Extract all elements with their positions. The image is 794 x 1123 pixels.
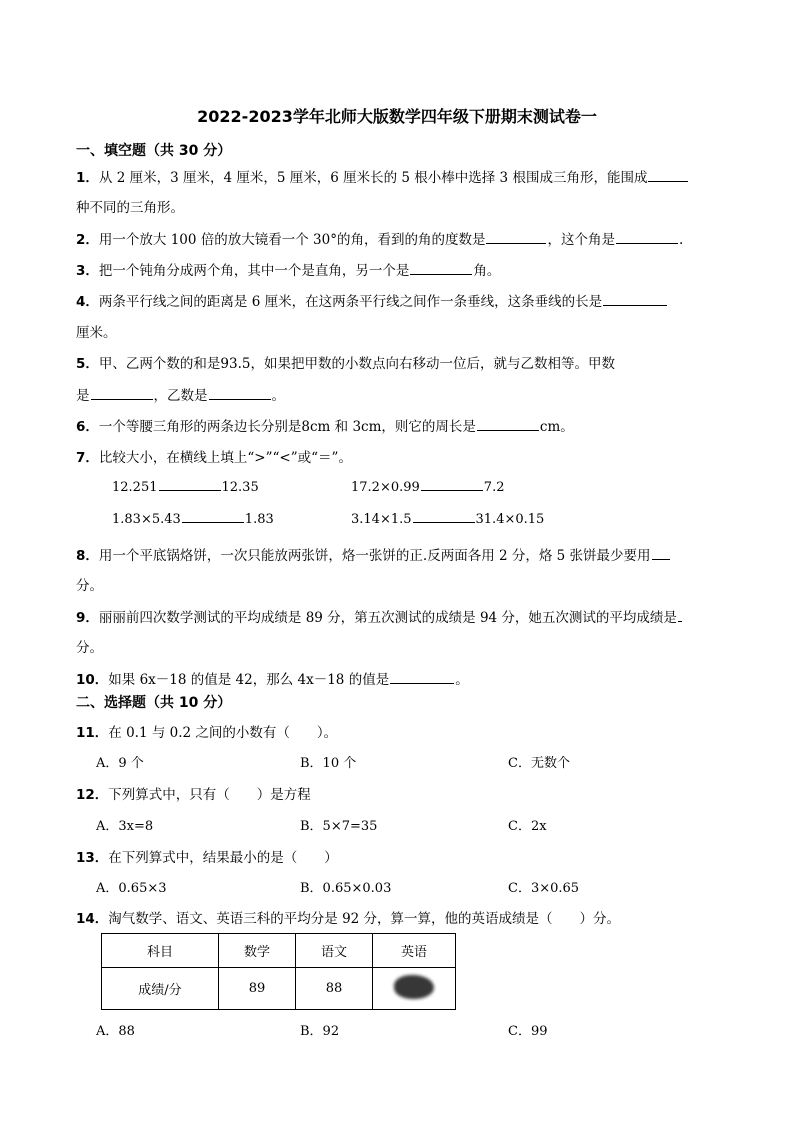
answer-blank[interactable] [648, 180, 688, 182]
option-c[interactable]: C．99 [508, 1024, 548, 1039]
option-c[interactable]: C．无数个 [508, 756, 570, 771]
table-header-english: 英语 [373, 934, 456, 968]
option-b[interactable]: B．92 [300, 1024, 340, 1039]
question-8: 8．用一个平底锅烙饼，一次只能放两张饼，烙一张饼的正.反两面各用 2 分，烙 5 张饼最少要用 [76, 544, 671, 564]
page-title: 2022-2023学年北师大版数学四年级下册期末测试卷一 [197, 107, 597, 126]
answer-blank[interactable] [182, 521, 244, 523]
answer-blank[interactable] [477, 429, 539, 431]
answer-blank[interactable] [652, 558, 670, 560]
answer-blank[interactable] [390, 682, 454, 684]
option-a[interactable]: A．3x=8 [96, 819, 154, 834]
question-2: 2．用一个放大 100 倍的放大镜看一个 30°的角，看到的角的度数是 ，这个角是 . [76, 232, 684, 248]
answer-blank[interactable] [159, 489, 221, 491]
answer-blank[interactable] [410, 273, 472, 275]
question-6: 6．一个等腰三角形的两条边长分别是8cm 和 3cm，则它的周长是 cm。 [76, 419, 574, 435]
option-c[interactable]: C．3×0.65 [508, 881, 580, 896]
question-13: 13．在下列算式中，结果最小的是（ ） [76, 850, 338, 866]
answer-blank[interactable] [421, 489, 483, 491]
table-header-chinese: 语文 [296, 934, 373, 968]
option-b[interactable]: B．10 个 [300, 756, 357, 771]
question-14: 14．淘气数学、语文、英语三科的平均分是 92 分，算一算，他的英语成绩是（ ）分。 [76, 911, 621, 927]
option-a[interactable]: A．9 个 [96, 756, 144, 771]
question-1-continuation: 种不同的三角形。 [76, 200, 184, 216]
question-5: 5．甲、乙两个数的和是93.5，如果把甲数的小数点向右移动一位后，就与乙数相等。甲数 [76, 356, 615, 372]
question-12: 12．下列算式中，只有（ ）是方程 [76, 787, 311, 803]
option-a[interactable]: A．88 [96, 1024, 135, 1039]
question-3: 3．把一个钝角分成两个角，其中一个是直角，另一个是 角。 [76, 263, 501, 279]
question-4: 4．两条平行线之间的距离是 6 厘米，在这两条平行线之间作一条垂线，这条垂线的长是 [76, 290, 668, 310]
compare-item-4: 3.14×1.5 31.4×0.15 [351, 512, 545, 527]
question-7: 7．比较大小，在横线上填上“>”“<”或“＝”。 [76, 450, 352, 466]
ink-smudge-icon [394, 975, 434, 999]
answer-blank[interactable] [616, 242, 678, 244]
table-row-label: 成绩/分 [102, 968, 219, 1010]
question-5-continuation: 是 ，乙数是 。 [76, 388, 285, 404]
question-4-continuation: 厘米。 [76, 325, 117, 341]
table-header-math: 数学 [219, 934, 296, 968]
table-header-subject: 科目 [102, 934, 219, 968]
answer-blank[interactable] [603, 304, 667, 306]
table-cell-math-score: 89 [219, 968, 296, 1010]
compare-item-2: 17.2×0.99 7.2 [351, 480, 505, 495]
answer-blank[interactable] [486, 242, 546, 244]
question-1: 1．从 2 厘米，3 厘米，4 厘米，5 厘米，6 厘米长的 5 根小棒中选择 3 根围成三角形，能围成 [76, 166, 689, 186]
compare-item-3: 1.83×5.43 1.83 [112, 512, 274, 527]
option-b[interactable]: B．0.65×0.03 [300, 881, 392, 896]
answer-blank[interactable] [678, 620, 682, 622]
question-9-continuation: 分。 [76, 640, 103, 656]
table-cell-chinese-score: 88 [296, 968, 373, 1010]
option-c[interactable]: C．2x [508, 819, 547, 834]
question-10: 10．如果 6x－18 的值是 42，那么 4x－18 的值是 。 [76, 672, 469, 688]
score-table [101, 933, 456, 1010]
option-b[interactable]: B．5×7=35 [300, 819, 378, 834]
section-choice-heading: 二、选择题（共 10 分） [76, 695, 232, 711]
question-11: 11．在 0.1 与 0.2 之间的小数有（ ）。 [76, 725, 338, 741]
answer-blank[interactable] [91, 398, 153, 400]
question-8-continuation: 分。 [76, 578, 103, 594]
compare-item-1: 12.251 12.35 [112, 480, 259, 495]
table-cell-english-score [373, 968, 456, 1010]
question-9: 9．丽丽前四次数学测试的平均成绩是 89 分，第五次测试的成绩是 94 分，她五次测试的平均成绩是 [76, 606, 683, 626]
answer-blank[interactable] [413, 521, 475, 523]
section-fill-heading: 一、填空题（共 30 分） [76, 143, 232, 159]
option-a[interactable]: A．0.65×3 [96, 881, 167, 896]
answer-blank[interactable] [209, 398, 271, 400]
